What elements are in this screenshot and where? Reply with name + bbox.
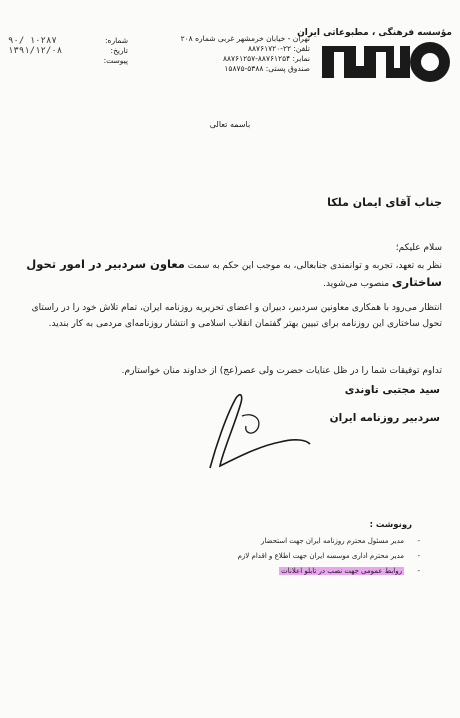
cc-label: رونوشت : [369,520,412,530]
paragraph-expectations: انتظار می‌رود با همکاری معاونین سردبیر، دبیران و اعضای تحریریه روزنامه ایران، تمام تلاش خود را در راستای تحول ساختاری این روزنامه برای تبیین بهتر گفتمان انقلاب اسلامی و انتشار روزنامه‌ای مردمی به کار بندید. [31,303,442,329]
meta-attachment-row [8,56,128,66]
addressee: جناب آقای ایمان ملکا [327,196,442,209]
paragraph-closing: تداوم توفیقات شما را در ظل عنایات حضرت ولی عصر(عج) از خداوند منان خواستارم. [121,366,442,376]
handwritten-signature [180,376,320,476]
meta-number-row [8,36,128,46]
signatory-name: سید مجتبی تاوندی [344,384,440,396]
paragraph-appointment [22,240,442,292]
org-name: مؤسسه فرهنگی ، مطبوعاتی ایران [297,28,452,38]
signatory-title: سردبیر روزنامه ایران [329,412,440,424]
signature-block [180,376,440,476]
meta-number-label: شماره: [105,36,128,45]
contact-info [160,34,310,74]
letter-meta [8,36,128,66]
iran-newspaper-logo [322,38,450,86]
contact-fax: نمابر: ۸۸۷۶۱۲۵۴-۸۸۷۶۱۲۵۷ [222,54,310,63]
contact-address: تهران - خیابان خرمشهر غربی شماره ۲۰۸ [180,34,310,43]
cc-item-text: مدیر مسئول محترم روزنامه ایران جهت استحضار [261,537,404,545]
appointment-title: معاون سردبیر در امور تحول ساختاری [26,257,442,289]
cc-item-text-highlighted: روابط عمومی جهت نصب در تابلو اعلانات [281,567,402,575]
cc-item [160,549,420,564]
dash-bullet-icon: - [417,552,420,560]
appointment-text-end: منصوب می‌شوید. [323,279,390,289]
meta-number-value: ۱۰۲۸۷ /۹۰ [8,36,57,46]
meta-attachment-label: پیوست: [103,56,128,65]
appointment-text-start: نظر به تعهد، تجربه و توانمندی جنابعالی، به موجب این حکم به سمت [187,261,442,271]
cc-item-text: مدیر محترم اداری موسسه ایران جهت اطلاع و اقدام لازم [237,552,404,560]
besmellah: باسمه تعالی [209,120,251,129]
dash-bullet-icon: - [417,537,420,545]
cc-item [160,564,420,579]
dash-bullet-icon: - [417,567,420,575]
meta-date-value: ۱۳۹۱/۱۲/۰۸ [8,46,63,56]
meta-date-row [8,46,128,56]
greeting: سلام علیکم؛ [395,243,442,253]
cc-item [160,534,420,549]
meta-date-label: تاریخ: [110,46,128,55]
contact-po-box: صندوق پستی: ۵۳۸۸-۱۵۸۷۵ [224,64,310,73]
contact-phone: تلفن: ۲۲-۸۸۷۶۱۷۲۰ [248,44,310,53]
cc-list [160,534,420,579]
